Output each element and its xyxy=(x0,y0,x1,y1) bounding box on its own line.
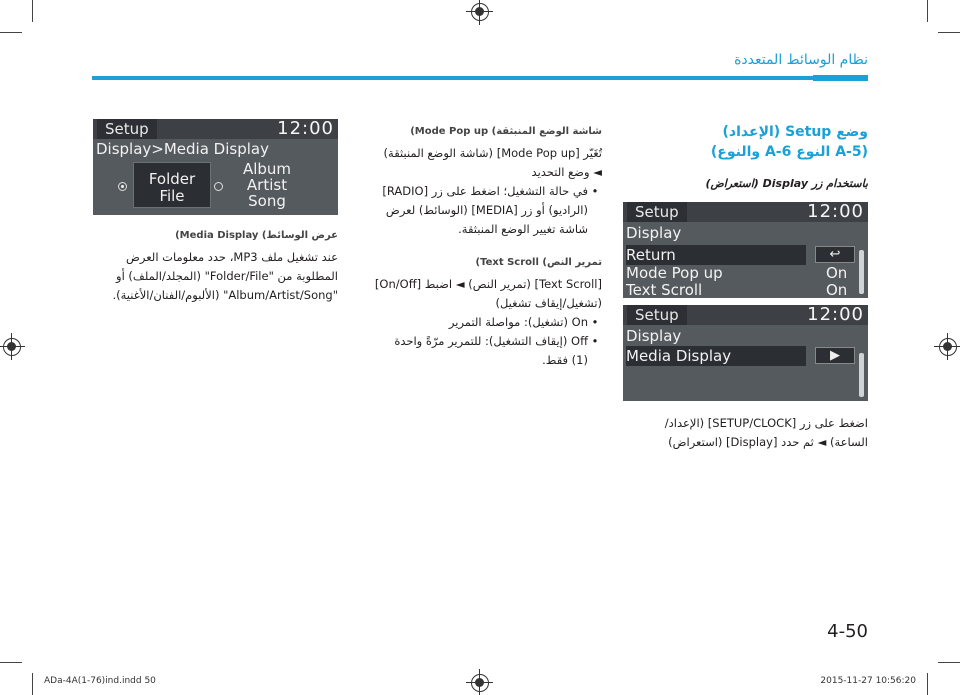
song-label: Song xyxy=(248,192,286,210)
album-label: Album xyxy=(242,160,292,178)
screen-heading-display: Display xyxy=(626,327,682,345)
media-display-screen xyxy=(93,119,338,215)
header-rule xyxy=(92,76,868,80)
footer-file: ADa-4A(1-76)ind.indd 50 xyxy=(44,676,156,686)
registration-mark-icon xyxy=(3,338,21,356)
setup-heading: ﻭﺿﻊ Setup (ﺍﻹﻋﺪﺍﺩ) xyxy=(722,124,868,140)
screen-clock: 12:00 xyxy=(277,119,334,139)
crop-mark xyxy=(32,673,33,695)
menu-item-return[interactable]: Return xyxy=(626,245,806,265)
screen-title: Setup xyxy=(627,305,687,325)
mode-popup-value: On xyxy=(826,264,848,282)
text-scroll-value: On xyxy=(826,281,848,298)
screen-title: Setup xyxy=(97,119,157,139)
crop-mark xyxy=(0,662,22,663)
registration-mark-icon xyxy=(939,338,957,356)
text-scroll-bullet-cont: (1) ﻓﻘﻂ. xyxy=(542,353,588,367)
bullet-text: Off (ﺇﻳﻘﺎﻑ ﺍﻟﺘﺸﻐﻴﻞ): ﻟﻠﺘﻤﺮﻳﺮ ﻣﺮّﺓً ﻭﺍﺣﺪﺓ xyxy=(394,334,588,348)
scrollbar[interactable] xyxy=(859,353,864,397)
mode-popup-bullet-cont: ﺷﺎﺷﺔ ﺗﻐﻴﻴﺮ ﺍﻟﻮﺿﻊ ﺍﻟﻤﻨﺒﺜﻘﺔ. xyxy=(458,222,588,236)
mode-popup-bullet-cont: (ﺍﻟﺮﺍﺩﻳﻮ) ﺃﻭ ﺯﺭ [MEDIA] (ﺍﻟﻮﺳﺎﺋﻂ) ﻟﻌﺮﺽ xyxy=(385,203,588,217)
media-display-text: ﺍﻟﻤﻄﻠﻮﺑﺔ ﻣﻦ "Folder/File" (ﺍﻟﻤﺠﻠﺪ/ﺍﻟﻤﻠﻒ) ﺃﻭ xyxy=(116,269,338,283)
left-column xyxy=(88,226,338,305)
crop-mark xyxy=(32,0,33,22)
file-label: File xyxy=(159,187,185,205)
setup-heading-types: (A-5 ﺍﻟﻨﻮﻉ A-6 ﻭﺍﻟﻨﻮﻉ) xyxy=(710,144,868,160)
page-number: 4-50 xyxy=(827,621,868,642)
registration-mark-icon xyxy=(471,3,489,21)
menu-item-media-display[interactable]: Media Display xyxy=(626,346,806,366)
screen-title: Setup xyxy=(627,202,687,222)
screen-clock: 12:00 xyxy=(807,202,864,222)
play-right-icon[interactable]: ▶ xyxy=(815,347,855,364)
footer-date: 2015-11-27 10:56:20 xyxy=(820,676,916,686)
radio-album-artist-song[interactable] xyxy=(214,182,223,191)
bullet-text: ﻓﻲ ﺣﺎﻟﺔ ﺍﻟﺘﺸﻐﻴﻞ؛ ﺍﺿﻐﻂ ﻋﻠﻰ ﺯﺭ [RADIO] xyxy=(382,184,588,198)
option-folder-file[interactable] xyxy=(133,162,211,208)
mode-popup-bullet xyxy=(352,182,602,201)
return-arrow-icon[interactable]: ↩ xyxy=(815,246,855,263)
display-subheading: ﺑﺎﺳﺘﺨﺪﺍﻡ ﺯﺭ Display (ﺍﺳﺘﻌﺮﺍﺽ) xyxy=(705,177,868,190)
registration-mark-icon xyxy=(471,674,489,692)
text-scroll-bullet xyxy=(352,313,602,332)
menu-item-mode-popup[interactable]: Mode Pop up xyxy=(626,264,723,282)
text-scroll-bullet xyxy=(352,332,602,351)
option-album-artist-song[interactable] xyxy=(233,161,301,209)
mode-popup-text: ﺗُﻐَﻴّﺮ [Mode Pop up] (ﺷﺎﺷﺔ ﺍﻟﻮﺿﻊ ﺍﻟﻤﻨﺒﺜﻘﺔ) xyxy=(383,146,602,160)
text-scroll-text: [Text Scroll] (ﺗﻤﺮﻳﺮ ﺍﻟﻨﺺ) ◄ ﺍﺿﺒﻂ [On/Off] xyxy=(374,277,602,291)
media-display-title: ﻋﺮﺽ ﺍﻟﻮﺳﺎﺋﻂ) Media Display) xyxy=(175,230,338,241)
mode-popup-text: ◄ ﻭﺿﻊ ﺍﻟﺘﺤﺪﻳﺪ xyxy=(531,165,602,179)
bullet-text: On (ﺗﺸﻐﻴﻞ): ﻣﻮﺍﺻﻠﺔ ﺍﻟﺘﻤﺮﻳﺮ xyxy=(448,315,588,329)
display-menu-screen xyxy=(623,202,868,298)
middle-column xyxy=(352,122,602,370)
screen-clock: 12:00 xyxy=(807,305,864,325)
crop-mark xyxy=(0,32,22,33)
section-title: ﻧﻈﺎﻡ ﺍﻟﻮﺳﺎﺋﻂ ﺍﻟﻤﺘﻌﺪﺩﺓ xyxy=(734,52,868,68)
artist-label: Artist xyxy=(246,176,288,194)
radio-folder-file[interactable] xyxy=(118,182,127,191)
text-scroll-title: ﺗﻤﺮﻳﺮ ﺍﻟﻨﺺ) Text Scroll) xyxy=(475,257,602,268)
header-tab xyxy=(813,75,868,81)
folder-label: Folder xyxy=(148,170,196,188)
screen-heading-media-display: Display>Media Display xyxy=(96,140,269,158)
display-media-screen xyxy=(623,305,868,401)
crop-mark xyxy=(927,673,928,695)
media-display-text: "Album/Artist/Song" (ﺍﻷﻟﺒﻮﻡ/ﺍﻟﻔﻨﺎﻥ/ﺍﻷﻏﻨﻴﺔ). xyxy=(112,288,338,302)
text-scroll-text: (ﺗﺸﻐﻴﻞ/ﺇﻳﻘﺎﻑ ﺗﺸﻐﻴﻞ) xyxy=(495,296,602,310)
crop-mark xyxy=(938,662,960,663)
instruction-line: ﺍﺿﻐﻂ ﻋﻠﻰ ﺯﺭ [SETUP/CLOCK] (ﺍﻹﻋﺪﺍﺩ/ xyxy=(664,416,868,430)
instruction-line: ﺍﻟﺴﺎﻋﺔ) ◄ ﺛﻢ ﺣﺪﺩ [Display] (ﺍﺳﺘﻌﺮﺍﺽ) xyxy=(668,435,868,449)
crop-mark xyxy=(927,0,928,22)
menu-item-text-scroll[interactable]: Text Scroll xyxy=(626,281,703,298)
crop-mark xyxy=(938,32,960,33)
screen-heading-display: Display xyxy=(626,224,682,242)
mode-popup-title: ﺷﺎﺷﺔ ﺍﻟﻮﺿﻊ ﺍﻟﻤﻨﺒﺜﻘﺔ) Mode Pop up) xyxy=(410,126,602,137)
right-instructions xyxy=(608,414,868,452)
right-column xyxy=(618,122,868,193)
scrollbar[interactable] xyxy=(859,250,864,294)
media-display-text: ﻋﻨﺪ ﺗﺸﻐﻴﻞ ﻣﻠﻒ MP3، ﺣﺪﺩ ﻣﻌﻠﻮﻣﺎﺕ ﺍﻟﻌﺮﺽ xyxy=(126,250,338,264)
